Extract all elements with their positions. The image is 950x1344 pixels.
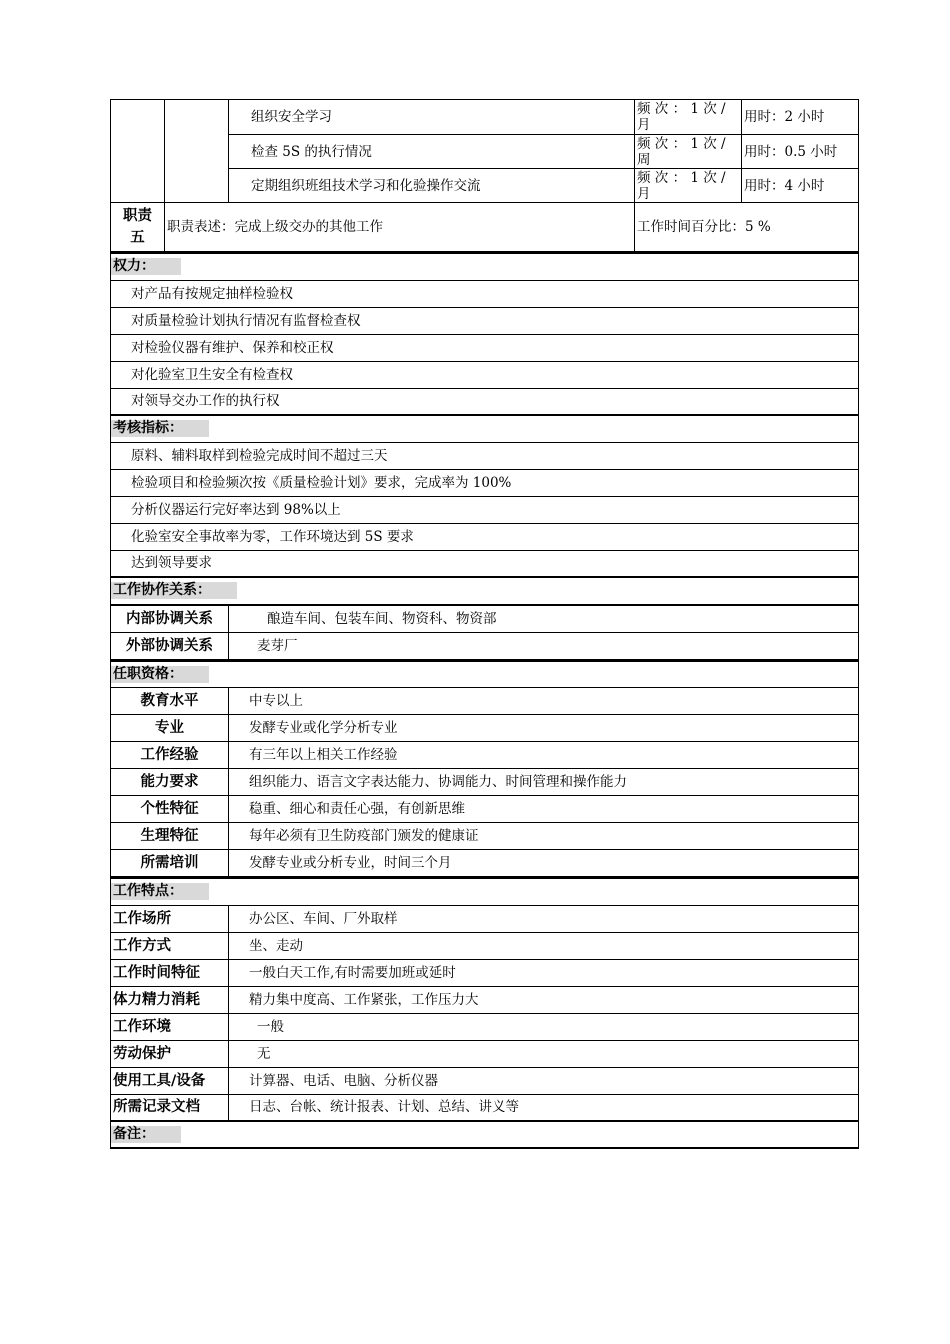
kpi-item: 化验室安全事故率为零，工作环境达到 5S 要求 (111, 523, 859, 550)
duty-frequency: 频 次 ： 1 次 / 周 (635, 135, 742, 169)
remarks-title: 备注： (111, 1126, 181, 1143)
table-row (111, 932, 859, 959)
feature-label: 工作时间特征 (111, 959, 229, 986)
qualification-value: 发酵专业或化学分析专业 (229, 715, 859, 742)
section-header-row (111, 577, 859, 604)
feature-label: 劳动保护 (111, 1040, 229, 1067)
authority-title: 权力： (111, 258, 181, 275)
duty-table (110, 99, 859, 252)
authority-item: 对化验室卫生安全有检查权 (111, 361, 859, 388)
list-item (111, 334, 859, 361)
list-item (111, 361, 859, 388)
table-row (111, 1013, 859, 1040)
list-item (111, 550, 859, 577)
table-row (111, 1067, 859, 1094)
feature-label: 使用工具/设备 (111, 1067, 229, 1094)
features-title: 工作特点： (111, 883, 209, 900)
table-row (111, 715, 859, 742)
duty-five-description: 职责表述：完成上级交办的其他工作 (165, 203, 635, 252)
qualification-value: 有三年以上相关工作经验 (229, 742, 859, 769)
table-row (111, 796, 859, 823)
feature-label: 工作环境 (111, 1013, 229, 1040)
section-header-row (111, 878, 859, 905)
feature-value: 日志、台帐、统计报表、计划、总结、讲义等 (229, 1094, 859, 1121)
list-item (111, 523, 859, 550)
duty-sub-cell-empty (165, 100, 229, 203)
kpi-title: 考核指标： (111, 420, 209, 437)
duty-task: 定期组织班组技术学习和化验操作交流 (229, 169, 635, 203)
features-table (110, 877, 859, 1149)
feature-value: 办公区、车间、厂外取样 (229, 905, 859, 932)
feature-value: 一般白天工作,有时需要加班或延时 (229, 959, 859, 986)
table-row (111, 959, 859, 986)
section-header-row (111, 415, 859, 442)
qualification-value: 每年必须有卫生防疫部门颁发的健康证 (229, 823, 859, 850)
kpi-item: 分析仪器运行完好率达到 98%以上 (111, 496, 859, 523)
duty-frequency: 频 次 ： 1 次 / 月 (635, 169, 742, 203)
duty-task: 检查 5S 的执行情况 (229, 135, 635, 169)
authority-item: 对检验仪器有维护、保养和校正权 (111, 334, 859, 361)
feature-label: 体力精力消耗 (111, 986, 229, 1013)
feature-value: 无 (229, 1040, 859, 1067)
kpi-item: 达到领导要求 (111, 550, 859, 577)
table-row (111, 605, 859, 632)
qualification-table (110, 660, 859, 878)
qualification-label: 专业 (111, 715, 229, 742)
authority-item: 对质量检验计划执行情况有监督检查权 (111, 307, 859, 334)
duty-frequency: 频 次 ： 1 次 / 月 (635, 100, 742, 135)
list-item (111, 388, 859, 415)
qualification-value: 组织能力、语言文字表达能力、协调能力、时间管理和操作能力 (229, 769, 859, 796)
qualification-value: 发酵专业或分析专业，时间三个月 (229, 850, 859, 877)
authority-kpi-table (110, 252, 859, 605)
table-row (111, 823, 859, 850)
duty-five-percent: 工作时间百分比：5 % (635, 203, 859, 252)
authority-item: 对领导交办工作的执行权 (111, 388, 859, 415)
list-item (111, 496, 859, 523)
duty-duration: 用时：0.5 小时 (742, 135, 859, 169)
feature-value: 坐、走动 (229, 932, 859, 959)
section-header-row (111, 253, 859, 280)
duty-label-cell-empty (111, 100, 165, 203)
table-row (111, 1094, 859, 1121)
duty-duration: 用时：4 小时 (742, 169, 859, 203)
table-row (111, 742, 859, 769)
table-row (111, 1040, 859, 1067)
qualification-label: 生理特征 (111, 823, 229, 850)
feature-value: 一般 (229, 1013, 859, 1040)
table-row (111, 905, 859, 932)
qualification-label: 个性特征 (111, 796, 229, 823)
table-row (111, 688, 859, 715)
kpi-item: 原料、辅料取样到检验完成时间不超过三天 (111, 442, 859, 469)
authority-item: 对产品有按规定抽样检验权 (111, 280, 859, 307)
feature-label: 工作方式 (111, 932, 229, 959)
table-row (111, 850, 859, 877)
list-item (111, 307, 859, 334)
list-item (111, 469, 859, 496)
job-description-document (110, 99, 858, 1149)
list-item (111, 442, 859, 469)
feature-value: 精力集中度高、工作紧张，工作压力大 (229, 986, 859, 1013)
table-row (111, 986, 859, 1013)
cooperation-title: 工作协作关系： (111, 582, 237, 599)
duty-five-row (111, 203, 859, 252)
list-item (111, 280, 859, 307)
cooperation-value: 酿造车间、包装车间、物资科、物资部 (229, 605, 859, 632)
duty-task: 组织安全学习 (229, 100, 635, 135)
table-row (111, 632, 859, 659)
duty-duration: 用时：2 小时 (742, 100, 859, 135)
feature-label: 所需记录文档 (111, 1094, 229, 1121)
qualification-title: 任职资格： (111, 666, 209, 683)
section-header-row (111, 1121, 859, 1148)
section-header-row (111, 661, 859, 688)
qualification-label: 所需培训 (111, 850, 229, 877)
duty-task-row (111, 100, 859, 135)
cooperation-label: 内部协调关系 (111, 605, 229, 632)
kpi-item: 检验项目和检验频次按《质量检验计划》要求，完成率为 100% (111, 469, 859, 496)
cooperation-label: 外部协调关系 (111, 632, 229, 659)
feature-label: 工作场所 (111, 905, 229, 932)
feature-value: 计算器、电话、电脑、分析仪器 (229, 1067, 859, 1094)
qualification-label: 能力要求 (111, 769, 229, 796)
table-row (111, 769, 859, 796)
duty-five-label: 职责五 (111, 203, 165, 252)
qualification-value: 中专以上 (229, 688, 859, 715)
cooperation-value: 麦芽厂 (229, 632, 859, 659)
qualification-label: 教育水平 (111, 688, 229, 715)
cooperation-table (110, 605, 859, 660)
qualification-value: 稳重、细心和责任心强，有创新思维 (229, 796, 859, 823)
qualification-label: 工作经验 (111, 742, 229, 769)
